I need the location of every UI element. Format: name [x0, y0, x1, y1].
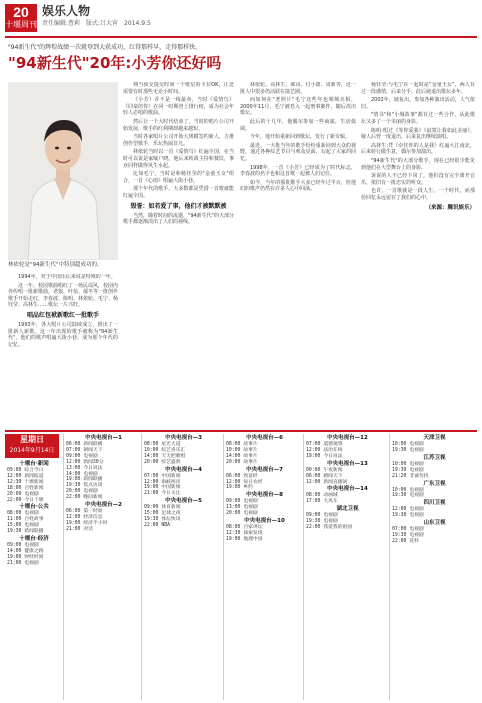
program-listing: 07:00 电视剧 [392, 527, 424, 533]
channel-name: 中央电视台—12 [327, 435, 368, 441]
program-listing: 12:00 电视剧 [392, 507, 424, 513]
program-listing: 15:00 电视剧 [7, 523, 39, 529]
paragraph: 陈明:唱过《等你爱我》《寂寞让我如此美丽》，嫁人后曾一度退出，后来复出继续演唱。 [361, 127, 475, 141]
program-listing: 14:00 健康之路 [7, 548, 44, 554]
program-listing: 12:00 新闻30分 [66, 459, 104, 465]
program-listing: 08:00 动画城 [306, 493, 338, 499]
channel-name: 中央电视台—4 [165, 466, 202, 473]
program-listing: 17:00 大风车 [306, 499, 338, 505]
program-listing: 20:00 故事片 [226, 459, 258, 465]
program-listing: 20:00 电视剧 [226, 511, 258, 517]
program-listing: 18:00 百姓新闻 [7, 485, 44, 491]
paragraph: 当然，随着时间的流逝，"94新生代"的大部分歌手都逐渐淡出了人们的视线。 [123, 212, 234, 226]
program-listing: 20:00 电视剧 [66, 489, 98, 495]
program-listing: 22:00 今日十堰 [7, 497, 44, 503]
program-listing: 09:00 综合今日 [7, 468, 44, 473]
paragraph: 然后让一个大时代结束了，当时的唱片公司开始发展，歌手的红利期却越来越短。 [123, 118, 234, 132]
program-listing: 20:00 电视剧 [7, 491, 39, 497]
program-listing: 19:00 财经时间 [7, 554, 44, 560]
editor-credits: 责任编辑:曹莉 版式:吕大宵 2014.9.5 [42, 20, 151, 27]
channel-name: 中央电视台—2 [85, 502, 122, 509]
section-name: 十堰周刊 [5, 20, 37, 29]
program-listing: 06:00 致富经 [226, 473, 258, 479]
program-listing: 14:00 电视剧 [66, 471, 98, 477]
channel-name: 中央电视台—8 [246, 492, 283, 499]
program-listing: 13:00 今日说法 [66, 465, 103, 471]
channel-name: 天津卫视 [423, 435, 446, 441]
program-listing: 09:00 电视剧 [66, 453, 98, 459]
article-column-1 [8, 274, 118, 428]
channel-name: 江苏卫视 [423, 454, 446, 461]
program-listing: 09:00 体育新闻 [144, 505, 181, 511]
page-number: 20 [13, 4, 29, 20]
channel-name: 中央电视台—5 [165, 498, 202, 505]
paragraph: 林依轮当时以一首《爱情鸟》红遍全国，在当时可以说是家喻户晓。他后来转战主持和餐饮，事业同样做得风生水起。 [123, 149, 234, 169]
program-listing: 10:00 电视剧 [392, 461, 424, 467]
program-listing: 07:00 中国新闻 [144, 473, 181, 479]
program-listing: 14:00 故事片 [226, 453, 258, 459]
paragraph: 最近，一大批当年的歌手纷纷重新回到大众的视野，通过各种综艺节目与观众见面，勾起了大家的回忆。 [240, 142, 356, 162]
paragraph: 比如毛宁，当时是和杨钰莹的"金童玉女"组合，一首《心雨》唱遍大街小巷。 [123, 171, 234, 184]
subheading: 唱品红包袱新歌红一批歌手 [26, 311, 99, 319]
program-listing: 15:00 足球之夜 [144, 511, 181, 517]
program-listing: 08:00 星光大道 [144, 442, 181, 447]
page-header [0, 0, 482, 40]
program-listing: 19:30 焦点访谈 [66, 483, 103, 489]
paragraph: 1994年，对于中国乐坛来说是特殊的一年。 [18, 274, 116, 280]
program-listing: 22:00 NBA [144, 522, 170, 528]
program-listing: 19:00 乡约 [226, 485, 253, 491]
program-listing: 21:20 非诚勿扰 [392, 473, 429, 479]
program-listing: 21:00 电视剧 [7, 560, 39, 566]
channel-name: 四川卫视 [423, 500, 446, 507]
article-source: （来源：腾讯娱乐） [425, 204, 475, 211]
tv-column-4 [223, 434, 303, 700]
paragraph: 今年，他开始重新回到歌坛，发行了新专辑。 [250, 134, 351, 141]
program-listing: 19:00 新闻联播 [66, 477, 103, 483]
program-listing: 19:30 电视剧 [392, 467, 424, 473]
channel-name: 中央电视台—7 [246, 466, 283, 473]
article-column-3 [240, 82, 356, 428]
article-column-4 [361, 82, 475, 428]
program-listing: 22:00 我爱我的祖国 [306, 525, 353, 531]
program-listing: 12:30 探索发现 [226, 530, 263, 536]
paragraph: 林依轮、高林生、郝哥、付小荫、周新等，这一批人中很多仍活跃在演艺圈。 [240, 82, 356, 95]
paragraph: 诉说的人不已经下岗了，他们没有完全离开音乐，依旧有一批忠实的听众。 [361, 173, 475, 186]
program-listing: 12:00 经济信息 [66, 514, 103, 520]
channel-name: 中央电视台—1 [85, 435, 122, 441]
paragraph: 杨钰莹:与毛宁在一起时是“金童玉女”，两人有过一段感情，后来分手。此后她退出歌坛多年。 [361, 82, 475, 95]
tv-column-2 [63, 434, 141, 700]
program-listing: 19:30 电视剧 [392, 447, 424, 453]
section-title: 娱乐人物 [42, 4, 91, 18]
paragraph: "94新生代"的大部分歌手，现在已经很少能见到他们在大型舞台上的身影。 [361, 157, 475, 171]
channel-name: 中央电视台—13 [327, 460, 368, 467]
kicker: "94新生代"的辉煌战绩一次就登到大获成功，红得那样早，走得那样快。 [8, 44, 202, 51]
article-column-2 [123, 82, 234, 428]
program-listing: 08:00 故事片 [226, 442, 258, 447]
paragraph: "情书"和"小城故事"都有过一些合作，从此歌坛又多了一个美丽的身影。 [361, 112, 475, 125]
program-listing: 19:00 中国新闻 [144, 485, 181, 491]
program-listing: 09:00 电视剧 [306, 513, 338, 519]
program-listing: 19:30 体坛快讯 [144, 517, 181, 523]
program-listing: 19:00 今日说法 [306, 453, 343, 459]
photo-caption: 林依轮是"94新生代"中特别超成功的。 [8, 262, 103, 268]
page-number-box [5, 4, 37, 32]
singer-photo [8, 82, 118, 260]
program-listing: 13:00 电视剧 [226, 505, 258, 511]
program-listing: 12:00 海峡两岸 [144, 479, 181, 485]
program-listing: 08:00 百家讲坛 [226, 525, 263, 531]
program-listing: 00:00 午夜新闻 [306, 467, 343, 473]
program-listing: 19:30 电视剧 [392, 533, 424, 539]
program-listing: 19:00 地理中国 [226, 536, 263, 542]
program-listing: 12:00 法治在线 [306, 447, 343, 453]
tv-column-3 [141, 434, 223, 700]
paragraph: 翔当我交提交时间一个歌星的卡拉OK，让还需要有时那些无论小时间。 [123, 82, 234, 95]
tv-guide-weekday: 星期日 [20, 435, 44, 444]
program-listing: 07:00 朝闻天下 [66, 447, 103, 453]
channel-name: 中央电视台—10 [244, 518, 285, 525]
program-listing: 19:00 经济半小时 [66, 520, 108, 526]
paragraph: 1993年，各大唱片公司陆续成立，推出了一批新人新歌。这一年出现的歌手被称为"94新生代"。他们的歌声唱遍大街小巷，成为那个年代的记忆。 [8, 321, 118, 348]
program-listing: 11:00 百姓故事 [7, 517, 44, 523]
channel-name: 十堰台·新闻 [19, 461, 49, 467]
channel-name: 中央电视台—6 [246, 435, 283, 441]
program-listing: 19:30 新闻联播 [7, 529, 44, 535]
tv-guide [5, 430, 477, 702]
program-listing: 06:00 第一时间 [66, 509, 103, 515]
tv-column-5 [303, 434, 389, 700]
tv-column-6 [389, 434, 477, 700]
channel-name: 山东卫视 [423, 520, 446, 527]
paragraph: 当时各家唱片公司开始大规模签约新人，力推创作型歌手，乐坛热闹非凡。 [123, 134, 234, 147]
channel-name: 广东卫视 [423, 480, 446, 487]
paragraph: 这一年，校园歌曲唱红了一场民谣风，校园内外传唱一批新歌曲，老狼、叶蓓、郁冬等一批创作歌手开始走红，李春波、陈明、林依轮、毛宁、杨钰莹、高林生……歌坛一片兴旺。 [8, 282, 118, 309]
program-listing: 09:00 电视剧 [226, 499, 258, 505]
tv-guide-date: 2014年9月14日 [9, 447, 55, 454]
program-listing: 08:00 电视剧 [7, 511, 39, 517]
program-listing: 10:00 电视剧 [392, 487, 424, 493]
subheading: 毁誉：如若爱了事，他们才被默默被 [130, 202, 227, 210]
program-listing: 19:30 电视剧 [392, 513, 424, 519]
tv-column-1 [5, 460, 61, 700]
tv-guide-date-box [5, 434, 59, 458]
header-rule [5, 36, 477, 38]
paragraph: 那个年代的歌手，大多数都是凭借一首歌就能红遍全国。 [123, 186, 234, 199]
program-listing: 22:00 晚间新闻 [66, 495, 103, 501]
channel-name: 十堰台·公共 [19, 504, 49, 511]
paragraph: 如今，当年的那批歌手大多已经年过半百，但他们的歌声仍然在许多人心中回荡。 [240, 179, 356, 193]
channel-name: 中央电视台—3 [165, 435, 202, 441]
paragraph: 而如何在"老照片"毛宁这些年也频频亮相，2000年11月，毛宁被卷入一起刑事案件，随后淡出歌坛。 [240, 97, 356, 117]
program-listing: 14:00 天天把歌唱 [144, 453, 186, 459]
program-listing: 07:00 道德观察 [306, 442, 343, 447]
program-listing: 19:30 电视剧 [306, 519, 338, 525]
program-listing: 21:00 今日关注 [144, 491, 181, 497]
program-listing: 10:00 故事片 [226, 447, 258, 453]
program-listing: 12:00 每日农经 [226, 479, 263, 485]
channel-name: 湖北卫视 [336, 506, 359, 513]
paragraph: 此后的十几年，他偶尔参加一些商演，生活低调。 [240, 118, 356, 132]
program-listing: 06:00 新闻联播 [66, 442, 103, 447]
paragraph: 也许，一首歌就是一段人生，一个时代，而那份回忆永远留在了我们的心中。 [361, 188, 475, 201]
program-listing: 06:00 朝闻天下 [306, 473, 343, 479]
headline: "94新生代"20年:小芳你还好吗 [8, 54, 222, 72]
program-listing: 12:00 新闻报道 [7, 473, 44, 479]
program-listing: 22:00 花样 [392, 538, 419, 544]
program-listing: 09:00 电视剧 [7, 543, 39, 549]
paragraph: 高林生:凭《牵挂你的人是我》红遍大江南北，后来转行做生意，偶尔参加演出。 [361, 142, 475, 156]
paragraph: 2002年，她复出，参加各种演出活动，人气依旧。 [361, 97, 475, 110]
singer-portrait-illustration [8, 82, 118, 260]
paragraph: 1998年，一首《小芳》已经成为了时代标志，李春波的名字也和这首歌一起被人们记住。 [240, 164, 356, 178]
program-listing: 12:30 十堰新闻 [7, 479, 44, 485]
program-listing: 20:00 综艺盛典 [144, 459, 181, 465]
program-listing: 19:30 电视剧 [392, 493, 424, 499]
program-listing: 21:00 对话 [66, 526, 93, 532]
paragraph: 《小芳》并不是一线最卖，当时《爱情鸟》《同桌的你》在同一时期登上排行榜，成为社会年轻人必唱的歌曲。 [123, 97, 234, 117]
channel-name: 十堰台·经济 [19, 536, 49, 543]
program-listing: 12:00 新闻直播间 [306, 479, 348, 485]
channel-name: 中央电视台—14 [327, 486, 368, 493]
program-listing: 10:00 电视剧 [392, 442, 424, 447]
program-listing: 10:00 综艺喜乐汇 [144, 447, 186, 453]
